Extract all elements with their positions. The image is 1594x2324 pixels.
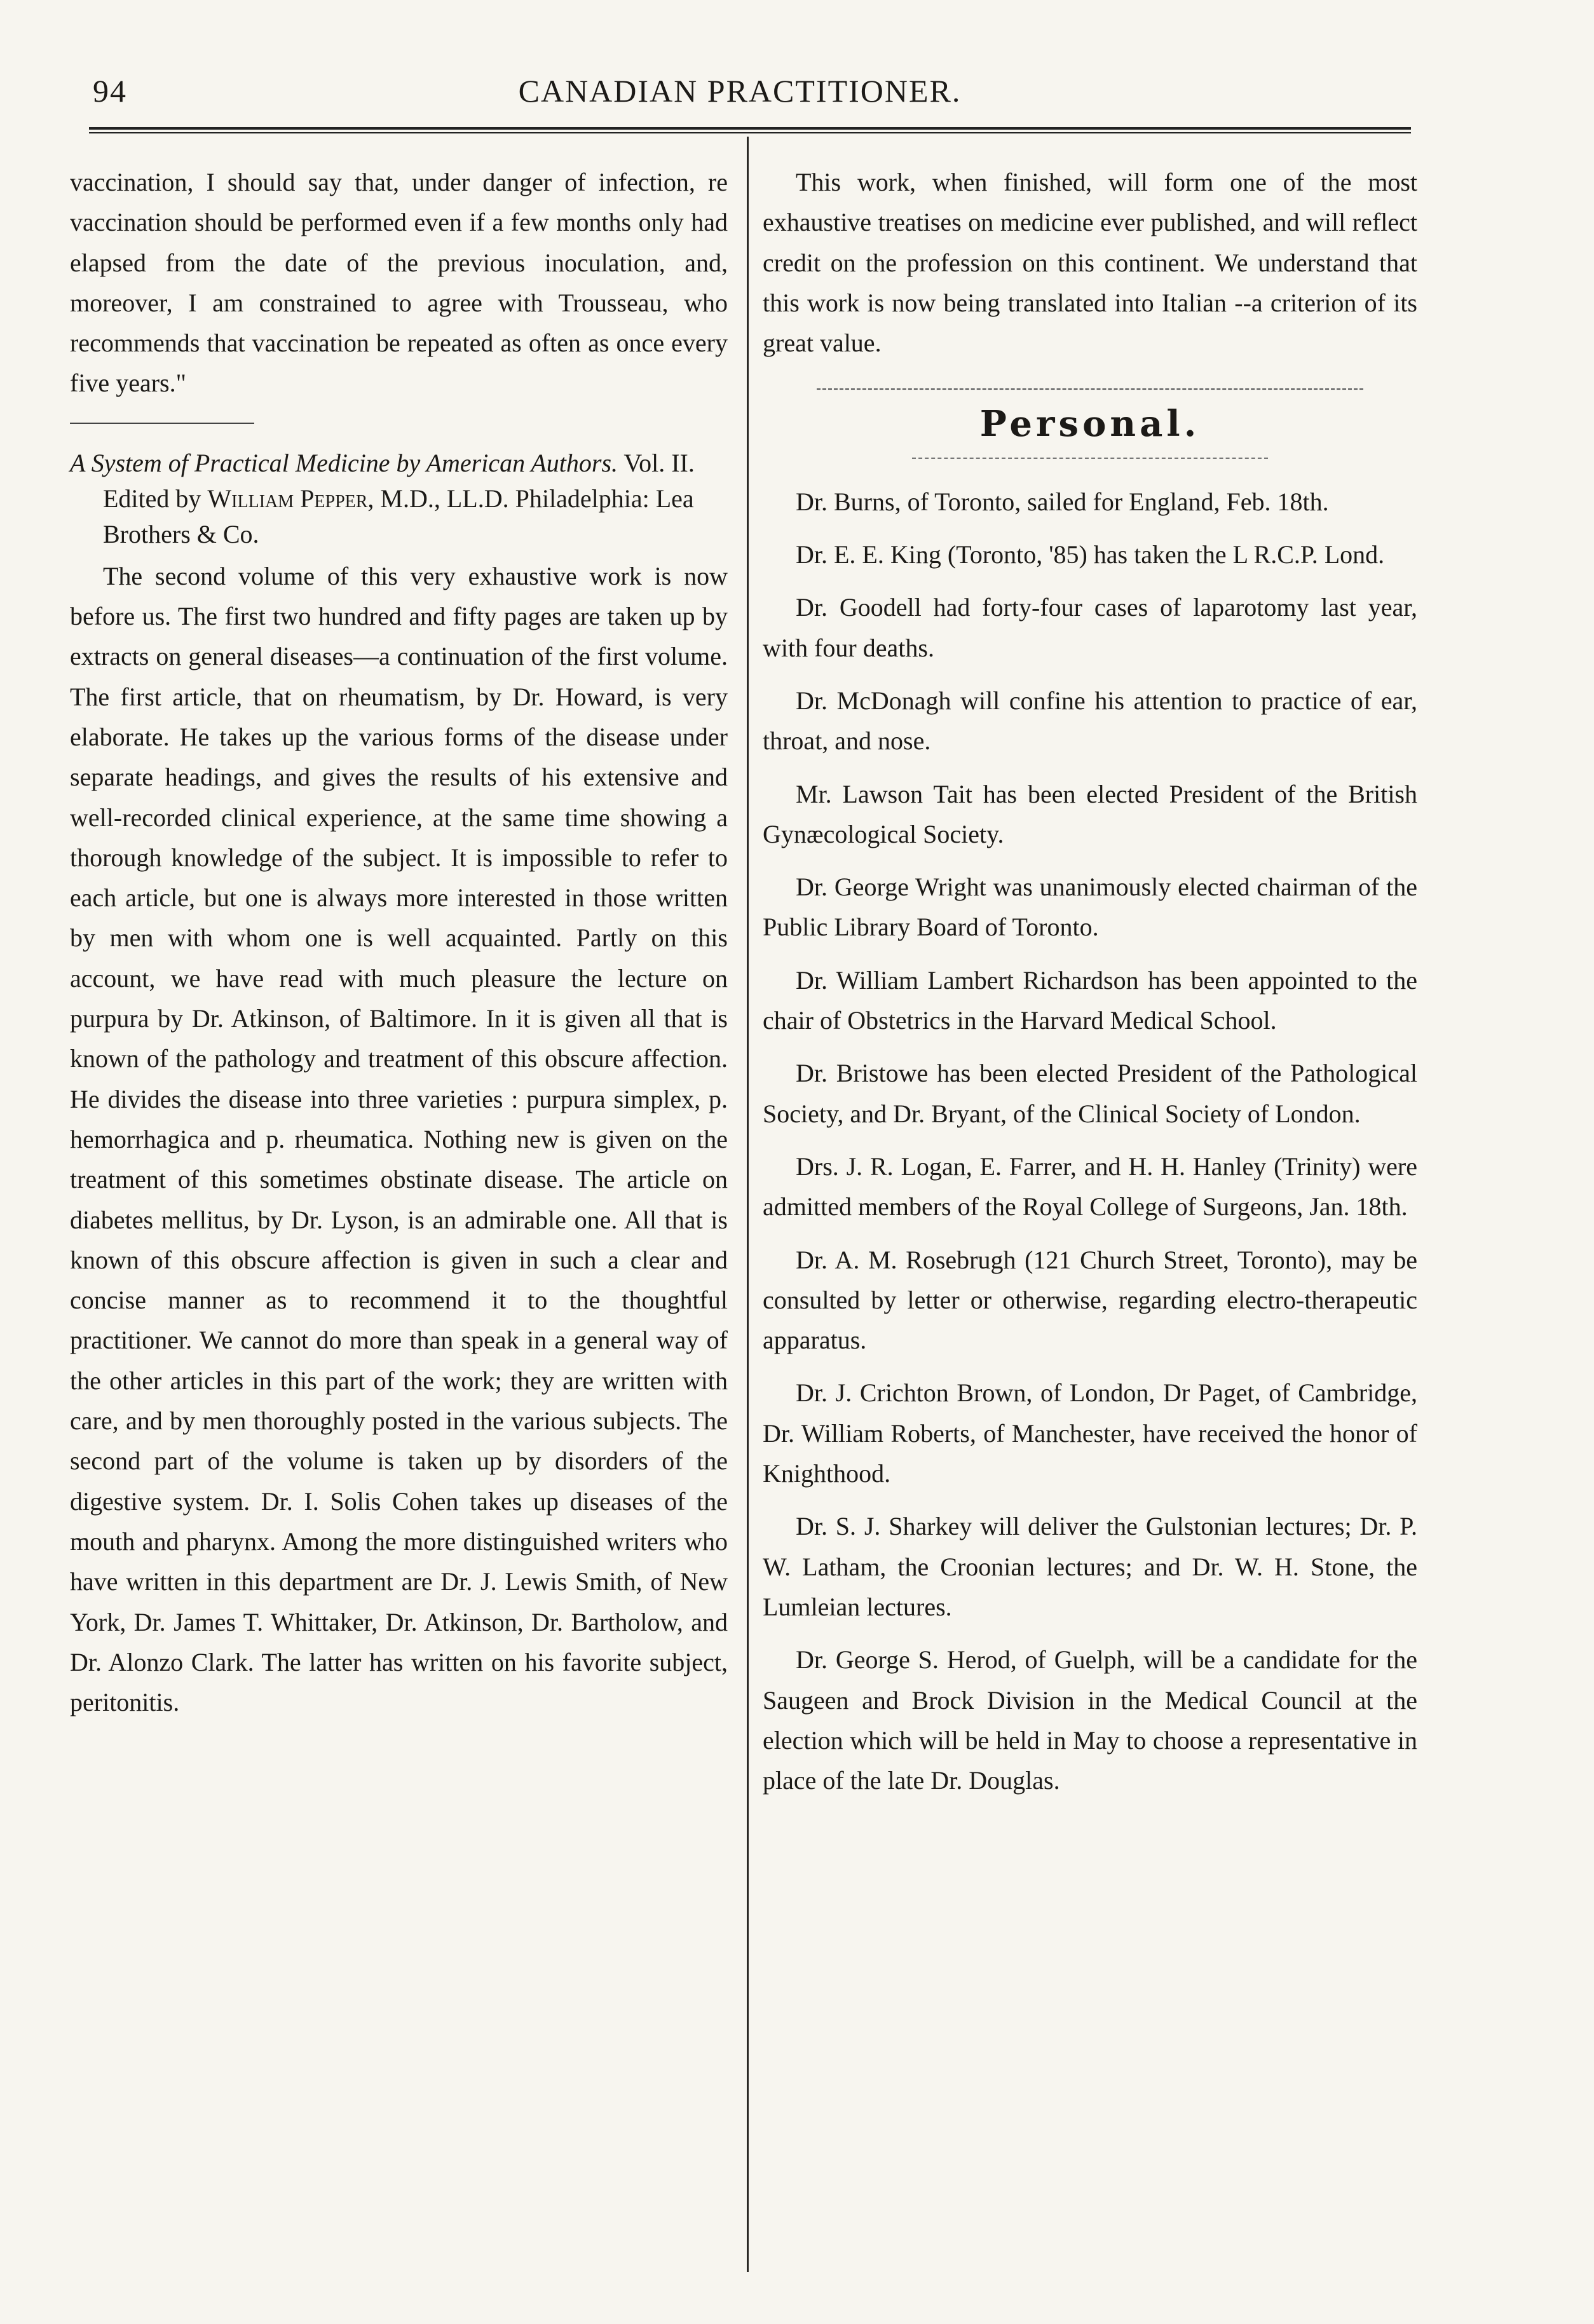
header-rule	[89, 127, 1411, 133]
review-details-suffix: , M.D., LL.D. Philadelphia: Lea Brothers & Co.	[103, 484, 694, 548]
vaccination-paragraph: vaccination, I should say that, under danger of infection, re vaccination should be performed even if a few months only had elapsed from the date of the previous inoculation, and, moreover, I am constrained to agree with Trousseau, who recommends that vaccination be repeated as often as once every five years."	[70, 168, 728, 398]
personal-item: Dr. George Wright was unanimously elected chairman of the Public Library Board of Toronto.	[763, 873, 1417, 942]
review-title: A System of Practical Medicine by American Authors.	[70, 448, 618, 477]
personal-item: Dr. E. E. King (Toronto, '85) has taken the L R.C.P. Lond.	[796, 540, 1385, 569]
review-details-prefix: Vol. II. Edited by	[103, 448, 695, 513]
personal-item: Drs. J. R. Logan, E. Farrer, and H. H. Hanley (Trinity) were admitted members of the Royal College of Surgeons, Jan. 18th.	[763, 1152, 1417, 1221]
review-body: The second volume of this very exhaustive work is now before us. The first two hundred and fifty pages are taken up by extracts on general diseases—a continuation of the first volume. The first article, that on rheumatism, by Dr. Howard, is very elaborate. He takes up the various forms of the disease under separate headings, and gives the results of his extensive and well-recorded clinical experience, at the same time showing a thorough knowledge of the subject. It is impossible to refer to each article, but one is always more interested in those written by men with whom one is well acquainted. Partly on this account, we have read with much pleasure the lecture on purpura by Dr. Atkinson, of Baltimore. In it is given all that is known of the pathology and treatment of this obscure affection. He divides the disease into three varieties : purpura simplex, p. hemorrhagica and p. rheumatica. Nothing new is given on the treatment of this sometimes obstinate disease. The article on diabetes mellitus, by Dr. Lyson, is an admirable one. All that is known of this obscure affection is given in such a clear and concise manner as to recommend it to the thoughtful practitioner. We cannot do more than speak in a general way of the other articles in this part of the work; they are written with care, and by men thoroughly posted in the various subjects. The second part of the volume is taken up by disorders of the digestive system. Dr. I. Solis Cohen takes up diseases of the mouth and pharynx. Among the more distinguished writers who have written in this department are Dr. J. Lewis Smith, of New York, Dr. James T. Whittaker, Dr. Atkinson, Dr. Bartholow, and Dr. Alonzo Clark. The latter has written on his favorite subject, peritonitis.	[70, 561, 728, 1717]
personal-item: Mr. Lawson Tait has been elected President of the British Gynæcological Society.	[763, 779, 1417, 848]
dashed-rule-top	[817, 388, 1363, 390]
personal-item: Dr. Burns, of Toronto, sailed for England, Feb. 18th.	[796, 487, 1329, 516]
personal-items-list	[763, 482, 1417, 1801]
review-continuation: This work, when finished, will form one of the most exhaustive treatises on medicine ever published, and will reflect credit on the profession on this continent. We understand that this work is now being translated into Italian --a criterion of its great value.	[763, 168, 1417, 358]
personal-item: Dr. S. J. Sharkey will deliver the Gulstonian lectures; Dr. P. W. Latham, the Croonian lectures; and Dr. W. H. Stone, the Lumleian lectures.	[763, 1512, 1417, 1621]
personal-item: Dr. William Lambert Richardson has been appointed to the chair of Obstetrics in the Harvard Medical School.	[763, 965, 1417, 1035]
dashed-rule-bottom	[912, 458, 1268, 459]
personal-item: Dr. George S. Herod, of Guelph, will be a candidate for the Saugeen and Brock Division in the Medical Council at the election which will be held in May to choose a representative in place of the late Dr. Douglas.	[763, 1645, 1417, 1795]
personal-section-header	[763, 388, 1417, 458]
personal-item: Dr. McDonagh will confine his attention to practice of ear, throat, and nose.	[763, 686, 1417, 756]
right-column	[763, 162, 1417, 1813]
review-editor: William Pepper	[207, 484, 368, 513]
personal-item: Dr. Goodell had forty-four cases of laparotomy last year, with four deaths.	[763, 593, 1417, 662]
left-column	[70, 162, 728, 1735]
personal-item: Dr. J. Crichton Brown, of London, Dr Paget, of Cambridge, Dr. William Roberts, of Manchester, have received the honor of Knighthood.	[763, 1378, 1417, 1488]
review-citation	[70, 445, 761, 552]
personal-item: Dr. Bristowe has been elected President of the Pathological Society, and Dr. Bryant, of the Clinical Society of London.	[763, 1059, 1417, 1128]
page-number: 94	[93, 73, 127, 109]
section-heading: Personal.	[979, 403, 1201, 445]
personal-item: Dr. A. M. Rosebrugh (121 Church Street, Toronto), may be consulted by letter or otherwise, regarding electro-therapeutic apparatus.	[763, 1245, 1417, 1355]
running-title: CANADIAN PRACTITIONER.	[518, 73, 962, 109]
review-separator	[70, 423, 254, 439]
page-header	[70, 65, 1410, 109]
